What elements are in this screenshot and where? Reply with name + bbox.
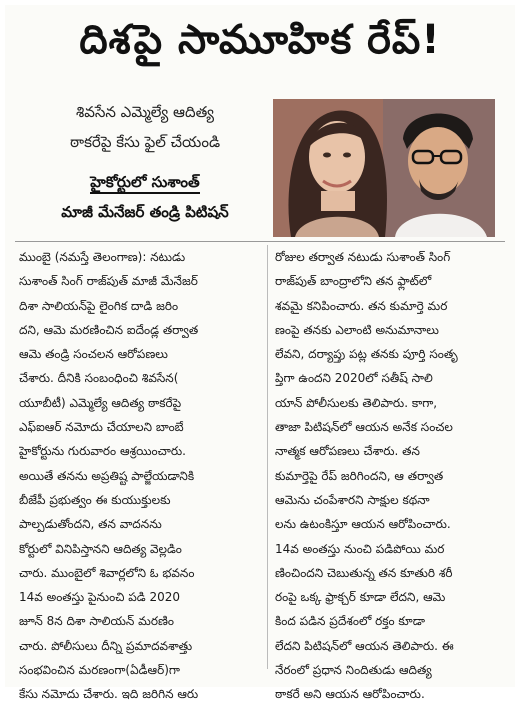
text-line: ప్తిగా ఉందని 2020లో సతీష్ సాలి bbox=[275, 371, 433, 386]
subheadline-line: శివసేన ఎమ్మెల్యే ఆదిత్య bbox=[75, 103, 215, 121]
text-line: చారు. ముంబైలో శివార్లలోని ఓ భవనం bbox=[19, 565, 195, 580]
article-column-right bbox=[275, 245, 515, 707]
text-line: అయితే తనను అప్రతిష్ట పాల్జేయడానికి bbox=[19, 468, 195, 483]
text-line: హైకోర్టును గురువారం ఆశ్రయించారు. bbox=[19, 444, 186, 459]
column-divider bbox=[267, 245, 268, 669]
headline: దిశపై సామూహిక రేప్! bbox=[79, 17, 441, 63]
kicker bbox=[23, 167, 267, 227]
kicker-line bbox=[23, 167, 267, 197]
text-line: సుశాంత్ సింగ్ రాజ్‌పుత్ మాజీ మేనేజర్ bbox=[19, 274, 198, 289]
text-line: చేశారు. దీనికి సంబంధించి శివసేన( bbox=[19, 371, 179, 386]
news-photo bbox=[273, 99, 495, 237]
text-line: యూబీటీ) ఎమ్మెల్యే ఆదిత్య ఠాకరేపై bbox=[19, 395, 182, 410]
text-line: కోర్టులో వినిపిస్తానని ఆదిత్య వెల్లడిం bbox=[19, 541, 182, 556]
kicker-text: హైకోర్టులో సుశాంత్ bbox=[90, 173, 199, 194]
text-line: ఆమె తండ్రి సంచలన ఆరోపణలు bbox=[19, 347, 168, 362]
text-line: శవమై కనిపించారు. తన కుమార్తె మర bbox=[275, 298, 448, 313]
subheadline bbox=[23, 97, 267, 157]
text-line: బీజేపీ ప్రభుత్వం ఈ కుయుక్తులకు bbox=[19, 492, 171, 507]
text-line: చారు. పోలీసులు దీన్ని ప్రమాదవశాత్తు bbox=[19, 638, 193, 653]
text-line: ఆమెను చంపేశారని సాక్షుల కథనా bbox=[275, 492, 430, 507]
text-line: యాన్ పోలీసులకు తెలిపారు. కాగా, bbox=[275, 395, 438, 410]
subheadline-line: ఠాకరేపై కేసు ఫైల్ చేయండి bbox=[69, 133, 221, 151]
text-line: రోజుల తర్వాత నటుడు సుశాంత్ సింగ్ bbox=[275, 250, 451, 264]
text-line: తాజా పిటిషన్‌లో ఆయన అనేక సంచల bbox=[275, 420, 453, 435]
text-line: లేవని, దర్యాప్తు పట్ల తనకు పూర్తి సంతృ bbox=[275, 347, 458, 362]
text-line: కేసు నమోదు చేశారు. ఇది జరిగిన ఆరు bbox=[19, 687, 199, 702]
text-line: 14వ అంతస్తు పైనుంచి పడి 2020 bbox=[19, 590, 180, 605]
text-line: లను ఉటంకిస్తూ ఆయన ఆరోపించారు. bbox=[275, 517, 451, 532]
article-column-left bbox=[19, 245, 259, 707]
text-line: ణంపై తనకు ఎలాంటి అనుమానాలు bbox=[275, 322, 439, 337]
photo-illustration bbox=[273, 99, 495, 237]
text-line: కింద పడిన ప్రదేశంలో రక్తం కూడా bbox=[275, 614, 425, 629]
text-line: సంభవించిన మరణంగా(ఏడీఆర్)గా bbox=[19, 663, 180, 678]
text-line: నేరంలో ప్రధాన నిందితుడు ఆదిత్య bbox=[275, 663, 432, 678]
newspaper-clipping bbox=[5, 5, 515, 702]
kicker-line: మాజీ మేనేజర్ తండ్రి పిటిషన్ bbox=[61, 203, 229, 221]
text-line: ఎఫ్‌ఐఆర్ నమోదు చేయాలని బాంబే bbox=[19, 420, 184, 435]
text-line: ముంబై (నమస్తే తెలంగాణ): నటుడు bbox=[19, 250, 186, 264]
section-divider bbox=[15, 241, 505, 242]
text-line: నాత్మక ఆరోపణలు చేశారు. తన bbox=[275, 444, 420, 459]
text-line: లేదని పిటిషన్‌లో ఆయన తెలిపారు. ఈ bbox=[275, 638, 454, 653]
text-line: రాజ్‌పుత్ బాంద్రాలోని తన ఫ్లాట్‌లో bbox=[275, 274, 432, 289]
text-line: కుమార్తెపై రేప్ జరిగిందని, ఆ తర్వాత bbox=[275, 468, 444, 483]
text-line: రంపై ఒక్క ఫ్రాక్చర్ కూడా లేదని, ఆమె bbox=[275, 590, 446, 605]
text-line: ఠాకరే అని ఆయన ఆరోపించారు. bbox=[275, 687, 425, 702]
text-line: దిశా సాలియన్‌పై లైంగిక దాడి జరిం bbox=[19, 298, 179, 313]
text-line: ణించిందని చెబుతున్న తన కూతురి శరీ bbox=[275, 565, 453, 580]
text-line: పాల్పడుతోందని, తన వాదనను bbox=[19, 517, 162, 532]
text-line: దని, ఆమె మరణించిన ఐదేండ్ల తర్వాత bbox=[19, 322, 199, 337]
text-line: 14వ అంతస్తు నుంచి పడిపోయి మర bbox=[275, 541, 445, 556]
text-line: జూన్ 8న దిశా సాలియన్ మరణిం bbox=[19, 614, 174, 629]
